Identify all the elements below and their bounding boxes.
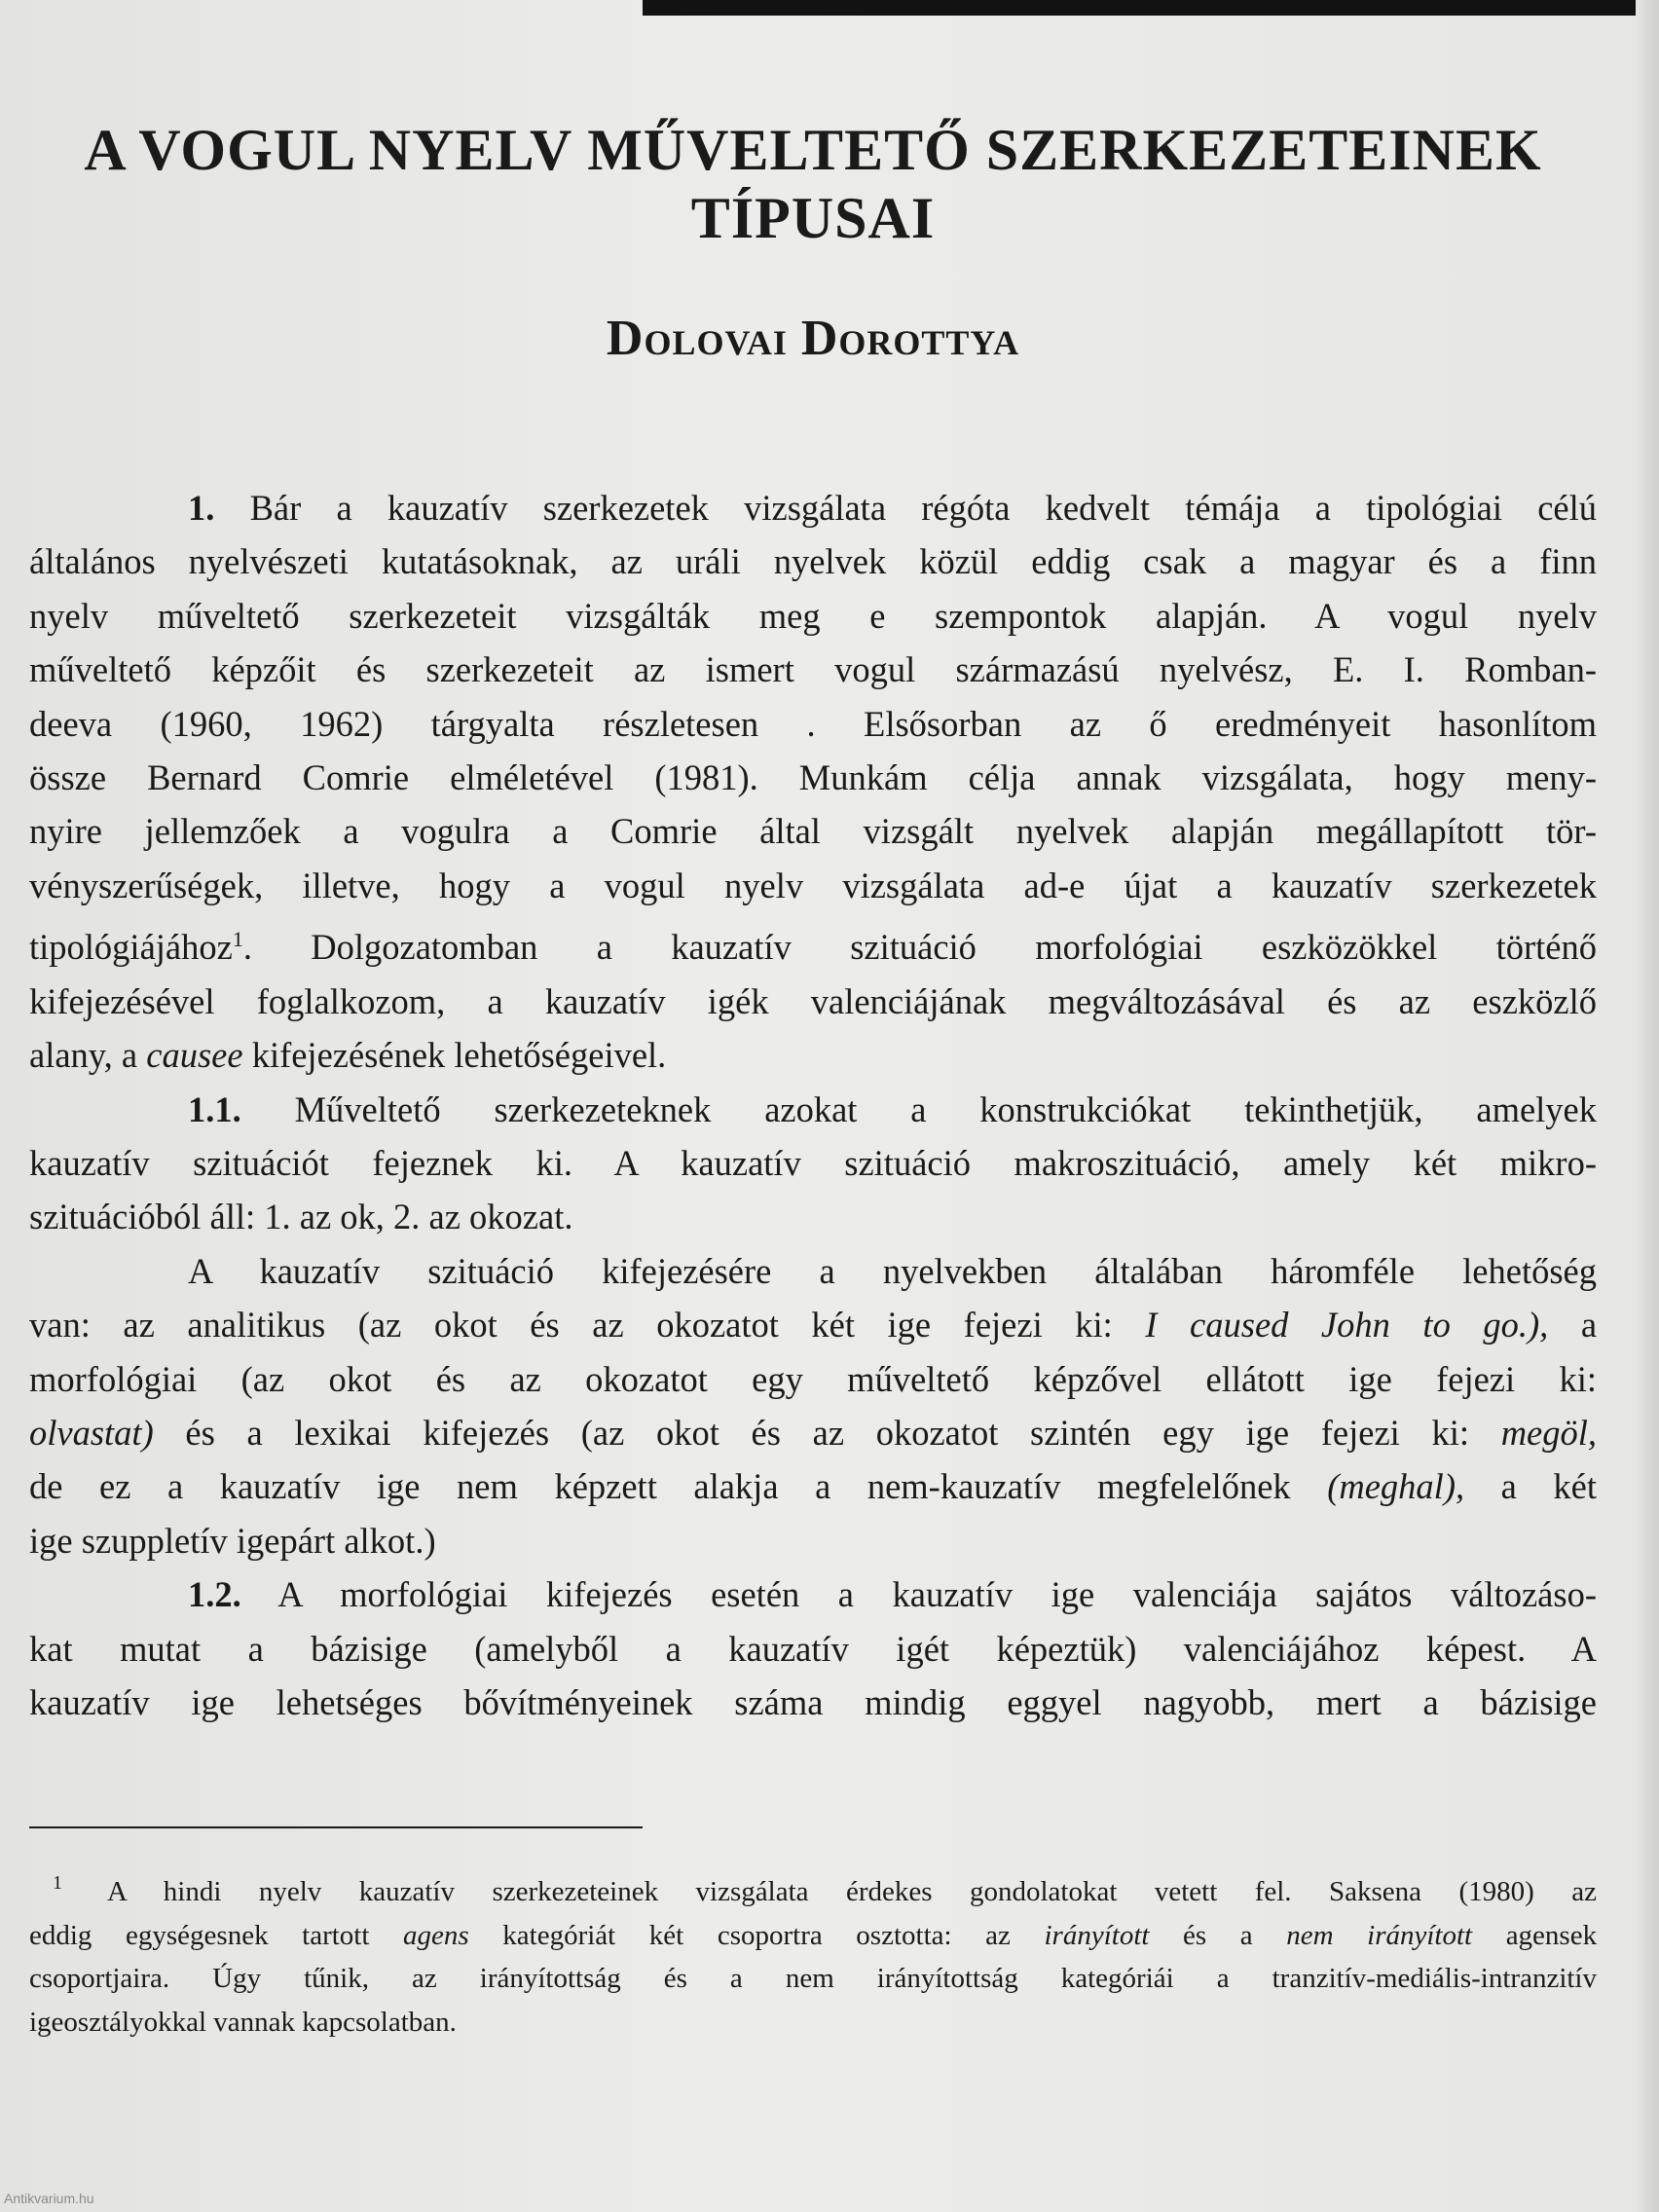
paragraph-analytic: A kauzatív szituáció kifejezésére a nyelvekben általában háromféle lehetőség van: az analitikus (az okot és az okozatot két ige fejezi ki: I caused John to go.), a morfológiai (az okot és az okozatot egy műveltető képzővel ellátott ige fejezi ki: olvastat) és a lexikai kifejezés (az okot és az okozatot szintén egy ige fejezi ki: megöl, de ez a kauzatív ige nem képzett alakja a nem-kauzatív megfelelőnek (meghal), a két ige szuppletív igepárt alkot.) [29,1250,1598,1561]
paragraph-1-1: 1.1. Műveltető szerkezeteknek azokat a konstrukciókat tekinthetjük, amelyek kauzatív szituációt fejeznek ki. A kauzatív szituáció makroszituáció, amely két mikro- szituációból áll: 1. az ok, 2. az okozat. [29,1088,1598,1237]
footnote-mark: 1 [53,1872,62,1894]
section-number: 1.1. [188,1088,241,1129]
section-number: 1. [188,488,215,528]
footnote-ref[interactable]: 1 [232,927,243,952]
page-edge-shadow [1634,0,1659,2212]
watermark: Antikvarium.hu [4,2191,94,2206]
footnote-divider [29,1826,643,1828]
title-line-1: A VOGUL NYELV MŰVELTETŐ SZERKEZETEINEK [84,118,1542,182]
title-line-2: TÍPUSAI [690,186,936,250]
section-number: 1.2. [188,1574,241,1615]
paragraph-1: 1. Bár a kauzatív szerkezetek vizsgálata régóta kedvelt témája a tipológiai célú általános nyelvészeti kutatásoknak, az uráli nyelvek közül eddig csak a magyar és a finn nyelv műveltető szerkezeteit vizsgálták meg e szempontok alapján. A vogul nyelv műveltető képzőit és szerkezeteit az ismert vogul származású nyelvész, E. I. Romban- deeva (1960, 1962) tárgyalta részletesen . Elsősorban az ő eredményeit hasonlítom össze Bernard Comrie elméletével (1981). Munkám célja annak vizsgálata, hogy meny- nyire jellemzőek a vogulra a Comrie által vizsgált nyelvek alapján megállapított tör- vényszerűségek, illetve, hogy a vogul nyelv vizsgálata ad-e újat a kauzatív szerkezetek tipológiájához$^1$. Dolgozatomban a kauzatív szituáció morfológiai eszközökkel történő kifejezésével foglalkozom, a kauzatív igék valenciájának megváltozásával és az eszközlő alany, a causee kifejezésének lehetőségeivel. [29,488,1598,1076]
author-name: Dolovai Dorottya [606,311,1020,366]
article-body [29,481,1597,1730]
footnote: 1 A hindi nyelv kauzatív szerkezeteinek vizsgálata érdekes gondolatokat vetett fel. Saksena (1980) az eddig egységesnek tartott agens kategóriát két csoportra osztotta: az irányított és a nem irányított agensek csoportjaira. Úgy tűnik, az irányítottság és a nem irányítottság kategóriái a tranzitív-mediális-intranzitív igeosztályokkal vannak kapcsolatban. [29,1862,1597,2044]
top-black-bar [643,0,1636,16]
paragraph-1-2: 1.2. A morfológiai kifejezés esetén a kauzatív ige valenciája sajátos változáso- kat mutat a bázisige (amelyből a kauzatív igét képeztük) valenciájához képest. A kauzatív ige lehetséges bővítményeinek száma mindig eggyel nagyobb, mert a bázisige [29,1574,1597,1723]
